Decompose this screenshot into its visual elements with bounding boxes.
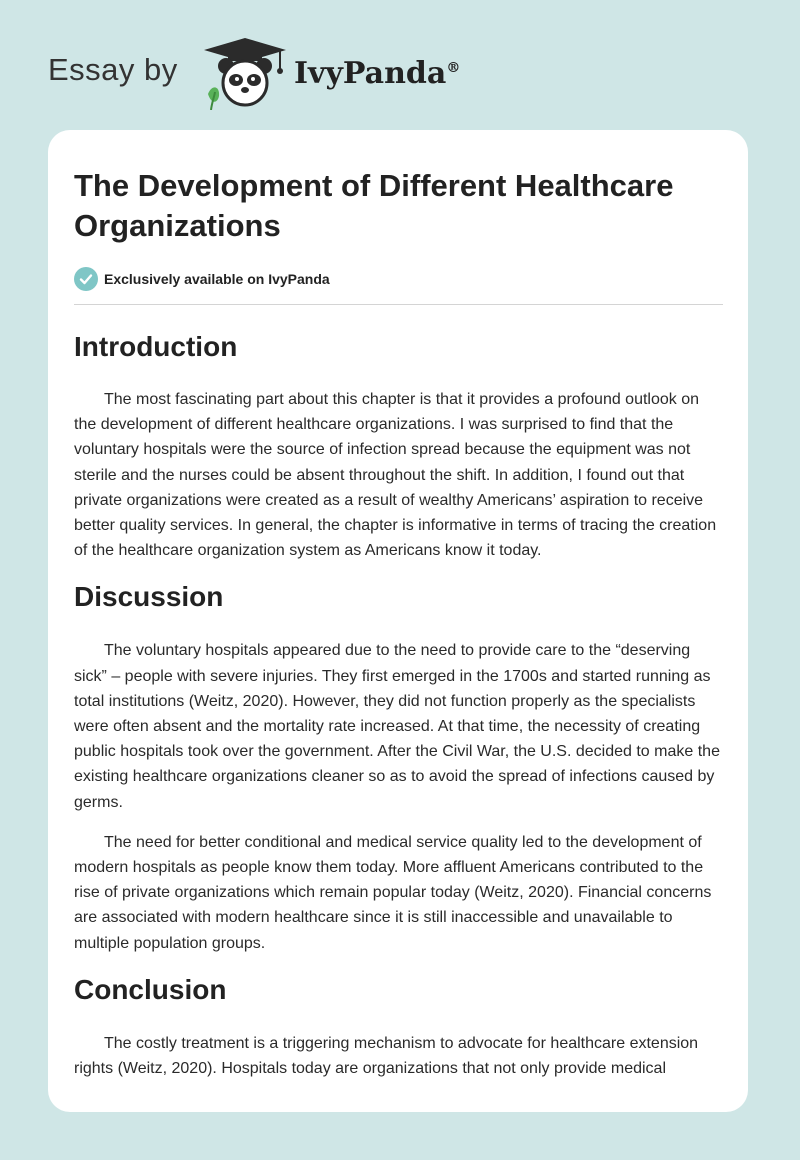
essay-card xyxy=(48,130,748,1112)
divider xyxy=(74,304,723,305)
section-heading-discussion: Discussion xyxy=(74,581,224,613)
section-heading-introduction: Introduction xyxy=(74,331,238,362)
panda-logo-icon[interactable] xyxy=(202,36,288,110)
brand-name[interactable]: IvyPanda® xyxy=(294,56,461,91)
paragraph: The most fascinating part about this chapter is that it provides a profound outlook on the development of different healthcare organizations. I was surprised to find that the voluntary hospitals were the source of infection spread because the equipment was not sterile and the nurses could be absent throughout the shift. In addition, I found out that private organizations were created as a result of wealthy Americans’ aspiration to receive better quality services. In general, the chapter is informative in terms of tracing the creation of the healthcare organization system as Americans know it today. xyxy=(74,391,717,560)
exclusive-badge xyxy=(74,266,724,292)
paragraph: The costly treatment is a triggering mechanism to advocate for healthcare extension rights (Weitz, 2020). Hospitals today are organizations that not only provide medical xyxy=(74,1034,699,1078)
paragraph: The voluntary hospitals appeared due to the need to provide care to the “deserving sick” – people with severe injuries. They first emerged in the 1700s and started running as total institutions (Weitz, 2020). However, they did not function properly as the specialists were often absent and the mortality rate increased. At that time, the necessity of creating public hospitals took over the government. After the Civil War, the U.S. decided to make the existing healthcare organizations cleaner so as to avoid the spread of infections caused by germs. xyxy=(74,642,720,811)
essay-by-label: Essay by xyxy=(48,52,178,87)
page-title: The Development of Different Healthcare Organizations xyxy=(74,168,674,243)
check-icon xyxy=(74,267,98,291)
paragraph: The need for better conditional and medical service quality led to the development of modern hospitals as people know them today. More affluent Americans contributed to the rise of private organizations which remain popular today (Weitz, 2020). Financial concerns are associated with modern healthcare since it is still inaccessible and unavailable to multiple population groups. xyxy=(74,833,712,952)
site-header xyxy=(48,36,548,112)
section-heading-conclusion: Conclusion xyxy=(74,973,227,1005)
exclusive-badge-text: Exclusively available on IvyPanda xyxy=(104,271,330,287)
